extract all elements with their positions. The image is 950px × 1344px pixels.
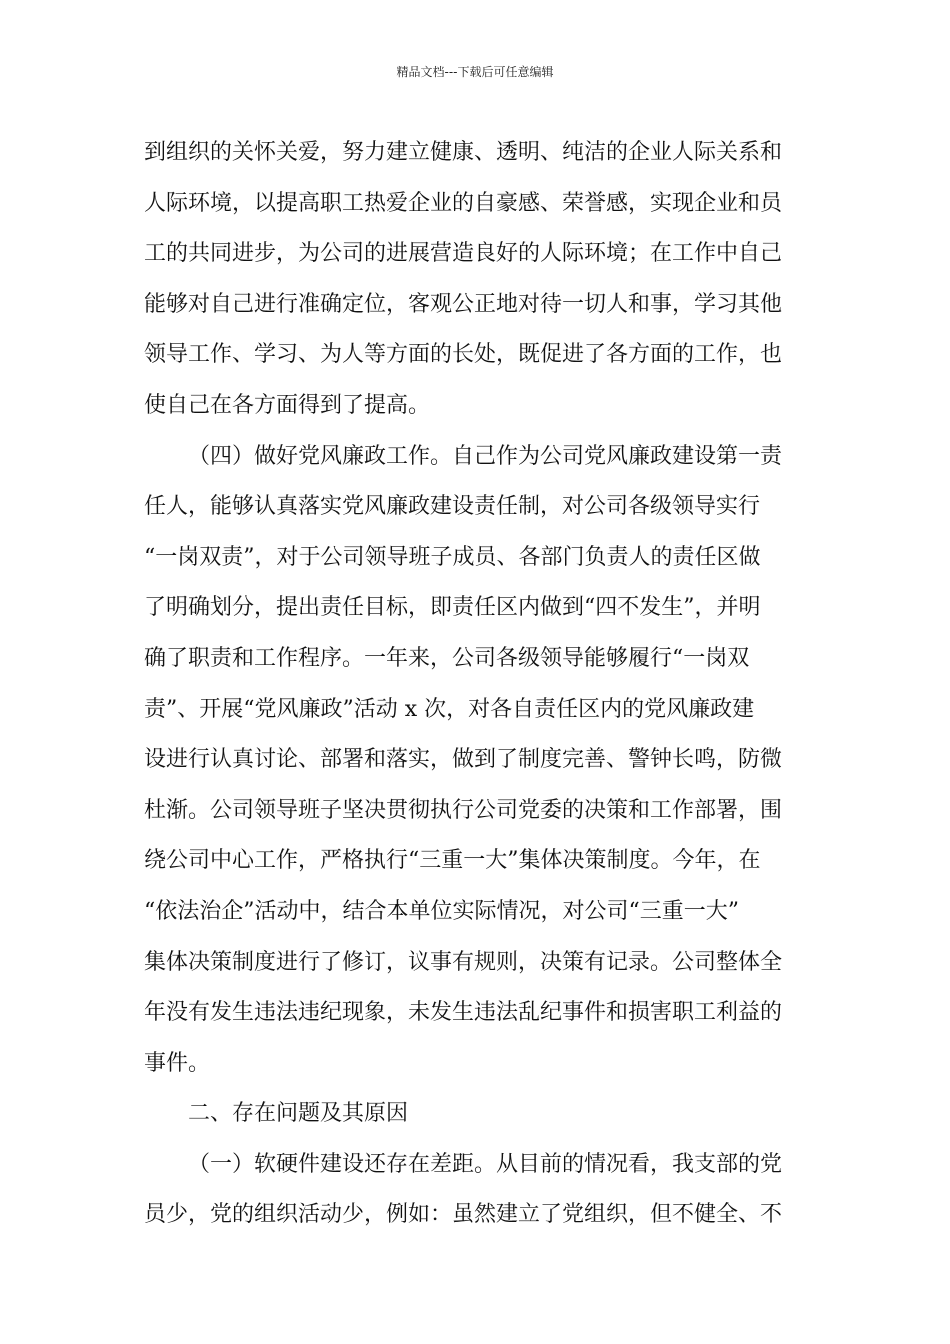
text-line: “一岗双责”，对于公司领导班子成员、各部门负责人的责任区做: [144, 544, 761, 570]
text-line: 事件。: [144, 1050, 211, 1076]
text-line: 集体决策制度进行了修订，议事有规则，决策有记录。公司整体全: [144, 949, 783, 975]
text-line: 年没有发生违法违纪现象，未发生违法乱纪事件和损害职工利益的: [144, 1000, 783, 1026]
text-line: 能够对自己进行准确定位，客观公正地对待一切人和事，学习其他: [144, 291, 783, 317]
text-line: 设进行认真讨论、部署和落实，做到了制度完善、警钟长鸣，防微: [144, 747, 783, 773]
text-line: 员少，党的组织活动少，例如：虽然建立了党组织，但不健全、不: [144, 1202, 783, 1228]
text-line: 领导工作、学习、为人等方面的长处，既促进了各方面的工作，也: [144, 342, 783, 368]
text-line: 工的共同进步，为公司的进展营造良好的人际环境；在工作中自己: [144, 241, 783, 267]
text-line: 到组织的关怀关爱，努力建立健康、透明、纯洁的企业人际关系和: [144, 140, 783, 165]
text-line: 任人，能够认真落实党风廉政建设责任制，对公司各级领导实行: [144, 494, 761, 520]
paragraph-start-line: （四）做好党风廉政工作。自己作为公司党风廉政建设第一责: [188, 443, 783, 469]
text-line: 人际环境，以提高职工热爱企业的自豪感、荣誉感，实现企业和员: [144, 190, 783, 216]
page-header: 精品文档---下载后可任意编辑: [396, 65, 554, 79]
text-line: 杜渐。公司领导班子坚决贯彻执行公司党委的决策和工作部署，围: [144, 797, 783, 823]
text-line: 绕公司中心工作，严格执行“三重一大”集体决策制度。今年，在: [144, 848, 761, 874]
text-line: 责”、开展“党风廉政”活动 x 次，对各自责任区内的党风廉政建: [144, 696, 755, 722]
document-body: [144, 128, 814, 1241]
paragraph-start-line: （一）软硬件建设还存在差距。从目前的情况看，我支部的党: [188, 1151, 783, 1177]
section-heading: 二、存在问题及其原因: [188, 1101, 409, 1127]
text-line: 确了职责和工作程序。一年来，公司各级领导能够履行“一岗双: [144, 645, 750, 671]
text-line: “依法治企”活动中，结合本单位实际情况，对公司“三重一大”: [144, 898, 739, 924]
text-line: 了明确划分，提出责任目标，即责任区内做到“四不发生”，并明: [144, 595, 761, 621]
text-line: 使自己在各方面得到了提高。: [144, 392, 431, 418]
